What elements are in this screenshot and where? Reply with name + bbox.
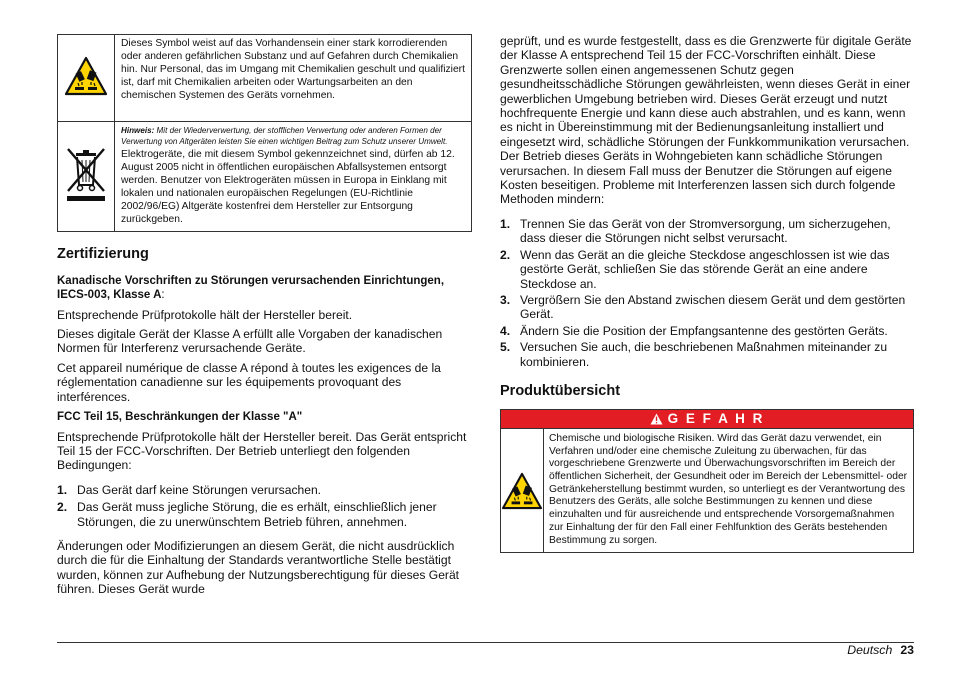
corrosive-description: Dieses Symbol weist auf das Vorhandensein einer stark korrodierenden oder anderen gefährlichen Substanz und auf Gefahren durch Chemikalien hin. Nur Personal, das im Umgang mit Chemikalien geschult und qualifiziert ist, darf mit Chemikalien arbeiten oder Wartungsarbeiten an den chemischen Systemen des Geräts vornehmen. xyxy=(115,35,472,122)
right-column xyxy=(500,34,914,553)
danger-icon-cell xyxy=(501,429,544,552)
footer-language: Deutsch xyxy=(847,643,893,657)
fcc-p4: Entsprechende Prüfprotokolle hält der Hersteller bereit. Das Gerät entspricht Teil 15 der FCC-Vorschriften. Der Betrieb unterliegt den folgenden Bedingungen: xyxy=(57,429,467,473)
fcc-heading: FCC Teil 15, Beschränkungen der Klasse "A" xyxy=(57,411,303,424)
canada-heading-colon: : xyxy=(161,289,165,302)
interference-methods-list xyxy=(500,217,914,369)
footer-rule xyxy=(57,642,914,643)
corrosive-warning-icon xyxy=(501,472,543,510)
corrosive-warning-icon xyxy=(64,56,108,96)
list-item: 4. Ändern Sie die Position der Empfangsantenne des gestörten Geräts. xyxy=(500,323,888,338)
symbol-table xyxy=(57,34,472,232)
weee-description xyxy=(115,122,472,232)
corrosive-row xyxy=(58,35,472,122)
list-item: 3. Vergrößern Sie den Abstand zwischen diesem Gerät und dem gestörten Gerät. xyxy=(500,292,906,322)
canada-heading-text: Kanadische Vorschriften zu Störungen verursachenden Einrichtungen, IECS-003, Klasse A xyxy=(57,274,445,302)
danger-header xyxy=(501,410,913,429)
list-item: 2. Das Gerät muss jegliche Störung, die es erhält, einschließlich jener Störungen, die zu unerwünschtem Betrieb führen, annehmen. xyxy=(57,500,437,529)
zertifizierung-heading: Zertifizierung xyxy=(57,245,149,262)
danger-title: G E F A H R xyxy=(667,411,765,427)
weee-crossed-bin-icon xyxy=(63,145,109,203)
canada-p1: Entsprechende Prüfprotokolle hält der Hersteller bereit. xyxy=(57,307,353,322)
fcc-p5: Änderungen oder Modifizierungen an diesem Gerät, die nicht ausdrücklich durch die für die Einhaltung der Standards verantwortliche Stelle bestätigt wurden, können zur Aufhebung der Nutzungsberechtigung für dieses Gerät führen. Dieses Gerät wurde xyxy=(57,538,460,597)
left-column xyxy=(57,34,472,597)
weee-text: Elektrogeräte, die mit diesem Symbol gekennzeichnet sind, dürfen ab 12. August 2005 nicht in öffentlichen europäischen Abfallsystemen entsorgt werden. Benutzer von Elektrogeräten müssen in Europa in Einklang mit lokalen und nationalen europäischen Regelungen (EU-Richtlinie 2002/96/EG) Altgeräte kostenfrei dem Hersteller zur Entsorgung zurückgeben. xyxy=(121,149,455,225)
weee-row xyxy=(58,122,472,232)
list-item: 1. Das Gerät darf keine Störungen verursachen. xyxy=(57,482,322,497)
list-item: 5. Versuchen Sie auch, die beschriebenen Maßnahmen miteinander zu kombinieren. xyxy=(500,340,888,369)
weee-note-text: Mit der Wiederverwertung, der stofflichen Verwertung oder anderen Formen der Verwertung von Altgeräten leisten Sie einen wichtigen Beitrag zum Schutz unserer Umwelt. xyxy=(121,126,448,147)
weee-note-label: Hinweis: xyxy=(121,126,155,135)
fcc-conditions-list xyxy=(57,483,472,529)
danger-description: Chemische und biologische Risiken. Wird das Gerät dazu verwendet, ein Verfahren und/oder eine chemische Zuleitung zu überwachen, für das vorgeschriebene Grenzwerte und Überwachungsvorschriften im Bereich der öffentlichen Sicherheit, der Gesundheit oder im Bereich der Lebensmittel- oder Getränkeherstellung bestimmt wurden, so unterliegt es der Verantwortung des Benutzers des Geräts, alle solche Bestimmungen zu kennen und diese einzuhalten und für ausreichende und entsprechende Vorsorgemaßnahmen zur Einhaltung der für den Fall einer Fehlfunktion des Geräts bestehenden Bestimmung zu sorgen. xyxy=(549,432,908,546)
page-number: 23 xyxy=(900,643,914,657)
danger-body xyxy=(501,429,913,552)
fcc-p6: geprüft, und es wurde festgestellt, dass es die Grenzwerte für digitale Geräte der Klasse A entsprechend Teil 15 der FCC-Vorschriften einhält. Diese Grenzwerte sollen einen angemessenen Schutz gegen gesundheitsschädliche Störungen gewährleisten, wenn dieses Gerät in einer gewerblichen Umgebung betrieben wird. Dieses Gerät erzeugt und nutzt hochfrequente Energie und kann diese auch abstrahlen, und es kann, wenn es nicht in Übereinstimmung mit der Bedienungsanleitung installiert und eingesetzt wird, schädliche Störungen der Funkkommunikation verursachen. Der Betrieb dieses Geräts in Wohngebieten kann schädliche Störungen verursachen. In diesem Fall muss der Benutzer die Störungen auf eigene Kosten beseitigen. Probleme mit Interferenzen lassen sich durch folgende Methoden mindern: xyxy=(500,34,912,207)
list-item: 1. Trennen Sie das Gerät von der Stromversorgung, um sicherzugehen, dass dieser die Störungen nicht selbst verursacht. xyxy=(500,216,891,246)
weee-icon-cell xyxy=(58,122,115,232)
corrosive-icon-cell xyxy=(58,35,115,122)
canada-p3: Cet appareil numérique de classe A répond à toutes les exigences de la réglementation canadienne sur les équipements provoquant des interférences. xyxy=(57,360,441,404)
page-footer xyxy=(847,643,914,658)
danger-notice xyxy=(500,409,914,553)
canada-p2: Dieses digitale Gerät der Klasse A erfüllt alle Vorgaben der kanadischen Normen für Interferenz verursachende Geräte. xyxy=(57,327,443,356)
canada-heading xyxy=(57,274,472,303)
produkt-heading: Produktübersicht xyxy=(500,382,621,399)
weee-note xyxy=(121,125,465,147)
list-item: 2. Wenn das Gerät an die gleiche Steckdose angeschlossen ist wie das gestörte Gerät, schließen Sie das störende Gerät an eine andere Steckdose an. xyxy=(500,247,890,291)
danger-triangle-icon xyxy=(650,413,663,425)
